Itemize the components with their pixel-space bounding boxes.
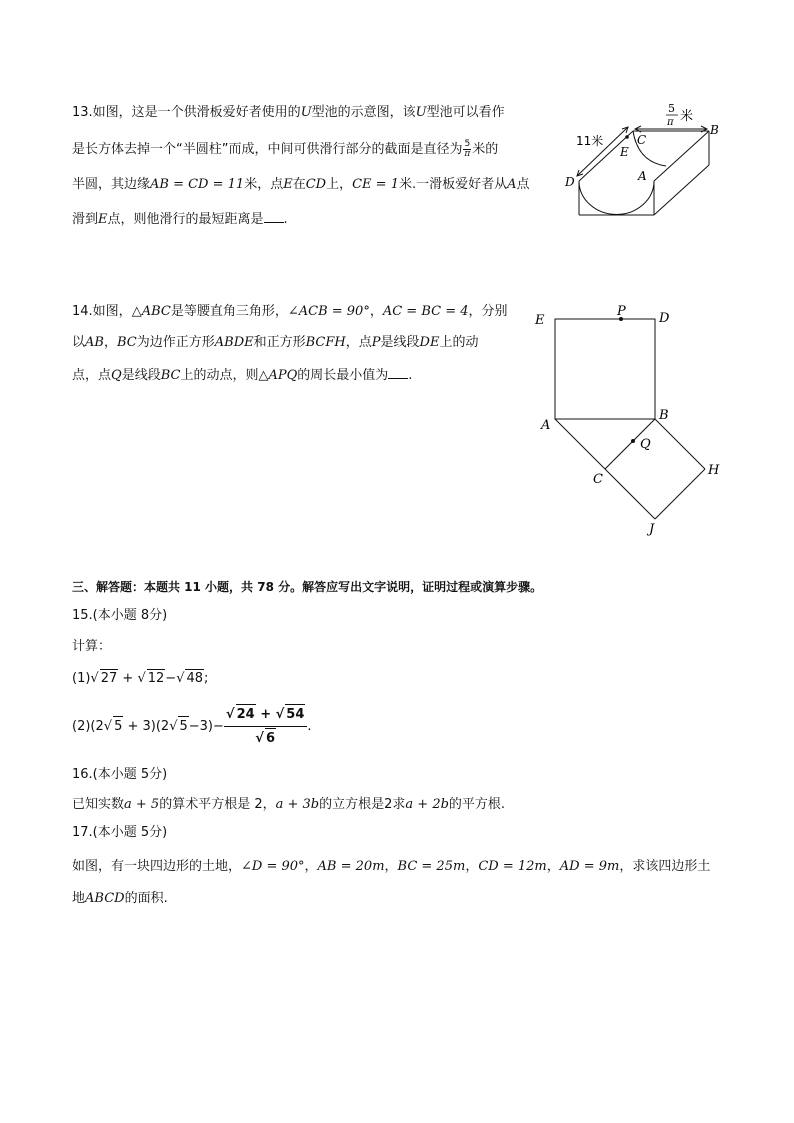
answer-blank[interactable] — [388, 366, 408, 379]
q14-squares-figure — [528, 300, 728, 540]
radicand: 6 — [265, 728, 276, 749]
radicand: 5 — [178, 716, 188, 737]
q17-expr: ∠D = 90° — [241, 859, 305, 874]
q14-var: Q — [111, 368, 122, 383]
fig-label-e: E — [535, 313, 545, 328]
operator: + 3)(2 — [123, 719, 170, 734]
fig-label-c: C — [637, 133, 647, 147]
q14-text: 为边作正方形 — [136, 335, 215, 350]
q14-text: 是等腰直角三角形， — [170, 304, 288, 319]
q17-text: ， — [384, 859, 398, 874]
fig-label-unit: 米 — [680, 109, 694, 124]
q13-line-3 — [72, 176, 530, 194]
q14-line-3 — [72, 366, 412, 385]
q14-text: 和正方形 — [253, 335, 306, 350]
q17-var: ABCD — [85, 891, 125, 906]
sqrt-sign: √ — [103, 719, 113, 734]
q14-text: 的周长最小值为 — [297, 368, 389, 383]
q15-calc-label: 计算： — [72, 639, 112, 654]
fig-label-d: D — [659, 311, 670, 326]
q13-fraction — [463, 140, 471, 159]
q17-expr: BC = 25m — [397, 859, 466, 874]
radicand: 24 — [236, 704, 256, 725]
q13-text: 半圆，其边缘 — [72, 177, 151, 192]
q13-text: 点 — [516, 177, 530, 192]
q14-text: 上的动点，则 — [180, 368, 259, 383]
q13-text: 米的 — [472, 142, 499, 157]
q14-line-1 — [72, 303, 508, 321]
fig-label-j: J — [649, 522, 655, 537]
q13-line-4 — [72, 210, 288, 229]
fig-label-b: B — [710, 123, 719, 137]
q14-triangle-symbol: △ — [131, 304, 142, 319]
operator: − — [165, 671, 177, 686]
q14-var: BCFH — [305, 335, 346, 350]
q16-heading: 16.(本小题 5分) — [72, 767, 168, 782]
q14-line-2 — [72, 334, 478, 352]
fig-label-side: 11米 — [576, 134, 604, 148]
q14-var: P — [371, 335, 381, 350]
q14-text: 点，点 — [72, 368, 112, 383]
q17-body-line-2 — [72, 890, 168, 908]
q16-text: 的平方根. — [448, 797, 506, 812]
q14-text: ， — [103, 335, 117, 350]
fig-label-h: H — [708, 463, 720, 478]
q13-text: 滑到 — [72, 212, 99, 227]
q13-segment: CD — [305, 177, 327, 192]
q14-var: ABC — [141, 304, 171, 319]
q17-expr: AB = 20m — [317, 859, 385, 874]
radicand: 5 — [113, 716, 123, 737]
sqrt-sign: √ — [90, 671, 99, 686]
frac-numerator: 5 — [464, 139, 471, 149]
punctuation: ; — [204, 671, 209, 686]
sqrt-sign: √ — [137, 671, 146, 686]
q14-text: 是线段 — [380, 335, 420, 350]
q13-line-1 — [72, 104, 505, 122]
q14-var: ABDE — [214, 335, 254, 350]
part-label: (2)(2 — [72, 719, 104, 734]
q13-text: 米.一滑板爱好者从 — [398, 177, 508, 192]
q14-text: ，分别 — [468, 304, 508, 319]
q13-text: 在 — [292, 177, 306, 192]
q14-text: 以 — [72, 335, 86, 350]
q15-fraction — [224, 704, 307, 749]
q17-text: ， — [465, 859, 479, 874]
fig-label-a: A — [638, 169, 647, 183]
operator: + — [255, 707, 276, 722]
section-3-heading: 三、解答题：本题共 11 小题，共 78 分。解答应写出文字说明，证明过程或演算步骤。 — [72, 580, 543, 594]
q14-var: APQ — [268, 368, 298, 383]
radicand: 54 — [285, 704, 305, 725]
fig-label-d: D — [565, 175, 575, 189]
fig-label-frac-den: π — [667, 117, 674, 128]
q14-var: DE — [419, 335, 440, 350]
q13-text: 点，则他滑行的最短距离是 — [107, 212, 264, 227]
fig-label-frac-num: 5 — [668, 102, 675, 115]
q17-text: ，求该四边形土 — [619, 859, 711, 874]
q13-point: E — [98, 212, 108, 227]
q17-body-line-1 — [72, 858, 710, 876]
q17-text: ， — [546, 859, 560, 874]
q14-var: AB — [85, 335, 104, 350]
q17-text: 地 — [72, 891, 86, 906]
q15-part-1 — [72, 669, 208, 688]
q13-u-pool-figure — [556, 98, 731, 223]
q14-equation: AC = BC = 4 — [382, 304, 469, 319]
q13-text: 米，点 — [244, 177, 284, 192]
q14-text: ，点 — [345, 335, 372, 350]
q14-text: ， — [369, 304, 383, 319]
sqrt-sign: √ — [176, 671, 185, 686]
q13-text: 是长方体去掉一个“半圆柱”而成，中间可供滑行部分的截面是直径为 — [72, 142, 463, 157]
fig-label-c: C — [593, 472, 603, 487]
fig-label-q: Q — [640, 437, 651, 452]
q17-text: 如图，有一块四边形的土地， — [72, 859, 242, 874]
frac-denominator: π — [464, 149, 471, 159]
q13-text: . — [283, 212, 288, 227]
q14-equation: ∠ACB = 90° — [287, 304, 370, 319]
part-label: (1) — [72, 671, 91, 686]
q14-text: 14.如图， — [72, 304, 132, 319]
frac-numerator: √ 24 + √ 54 — [224, 704, 307, 727]
q13-var-u: U — [300, 105, 312, 120]
q17-expr: CD = 12m — [478, 859, 547, 874]
q17-text: ， — [304, 859, 318, 874]
q13-line-2 — [72, 140, 498, 159]
frac-denominator: √ 6 — [224, 727, 307, 749]
punctuation: . — [307, 719, 312, 734]
operator: + — [118, 671, 138, 686]
radicand: 48 — [186, 671, 204, 686]
q13-text: 13.如图，这是一个供滑板爱好者使用的 — [72, 105, 301, 120]
q14-text: 上的动 — [439, 335, 479, 350]
q13-point: A — [507, 177, 517, 192]
q14-var: BC — [160, 368, 181, 383]
q17-text: 的面积. — [124, 891, 168, 906]
answer-blank[interactable] — [264, 210, 284, 223]
q16-text: 已知实数 — [72, 797, 125, 812]
q16-expr: a + 5 — [124, 797, 160, 812]
q14-text: 是线段 — [121, 368, 161, 383]
q13-text: 上， — [326, 177, 353, 192]
radicand: 27 — [100, 671, 118, 686]
q13-point: E — [283, 177, 293, 192]
q16-text: 的算术平方根是 2， — [159, 797, 276, 812]
q13-text: 型池的示意图，该 — [311, 105, 416, 120]
fig-label-e: E — [620, 145, 629, 159]
q14-var: BC — [116, 335, 137, 350]
q15-part-2 — [72, 704, 312, 749]
q14-triangle-symbol: △ — [258, 368, 269, 383]
q14-text: . — [408, 368, 413, 383]
q13-equation: AB = CD = 11 — [150, 177, 245, 192]
fig-label-a: A — [541, 418, 551, 433]
q16-expr: a + 2b — [405, 797, 449, 812]
q16-body — [72, 796, 505, 814]
q17-expr: AD = 9m — [559, 859, 620, 874]
q16-text: 的立方根是2求 — [319, 797, 406, 812]
q15-heading: 15.(本小题 8分) — [72, 608, 168, 623]
radicand: 12 — [147, 671, 165, 686]
q13-text: 型池可以看作 — [426, 105, 505, 120]
q13-var-u: U — [415, 105, 427, 120]
fig-label-p: P — [617, 304, 626, 319]
q13-equation: CE = 1 — [352, 177, 399, 192]
operator: −3)− — [188, 719, 224, 734]
fig-label-b: B — [659, 408, 669, 423]
q16-expr: a + 3b — [275, 797, 320, 812]
sqrt-sign: √ — [169, 719, 178, 734]
q17-heading: 17.(本小题 5分) — [72, 825, 168, 840]
